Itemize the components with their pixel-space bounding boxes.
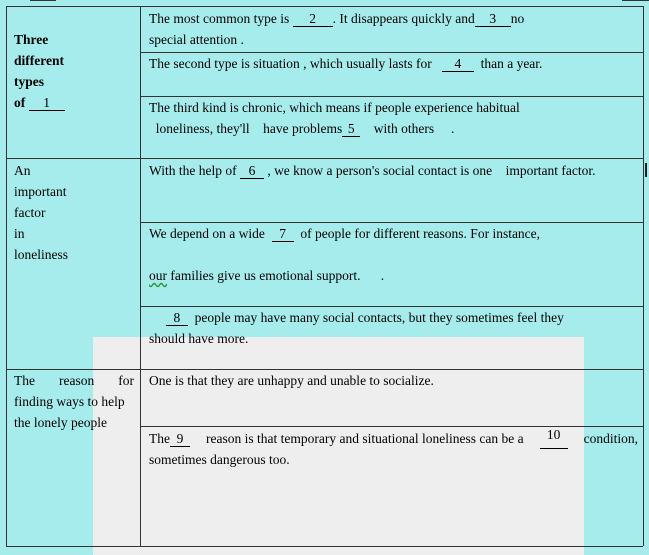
section1-heading [14,29,134,113]
sentence-fragment [149,428,190,449]
blank-1[interactable]: 1 [29,96,65,111]
sentence-text: special attention . [149,32,244,47]
sentence-text: , we know a person's social contact is one [267,163,493,178]
sentence-text: The most common type is [149,11,290,26]
sentence-text: sometimes dangerous too. [149,452,290,467]
section2-row3 [149,307,639,349]
sentence-text: have problems [263,121,343,136]
sentence-text: families give us emotional support. [170,268,361,283]
table-bottom-border [6,546,643,547]
heading-word: of [14,95,26,110]
sentence-text: . [451,121,455,136]
section1-row3 [149,97,639,139]
sentence-text: The second type is situation , which usually lasts for [149,56,432,71]
heading-word: types [14,74,44,89]
sentence-text: We depend on a wide [149,226,265,241]
heading-word: loneliness [14,247,68,262]
sentence-text: no [510,11,525,26]
section1-row1 [149,8,639,50]
heading-word: factor [14,205,46,220]
sentence-text: of people for different reasons. For instance, [300,226,541,241]
heading-word: in [14,226,25,241]
table-left-border [6,6,7,546]
sentence-text: . It disappears quickly and [332,11,475,26]
sentence-text: condition, [583,431,638,446]
row-divider-3a [140,426,643,427]
heading-line [14,370,134,391]
blank-5[interactable]: 5 [342,122,360,137]
sentence-text: should have more. [149,331,249,346]
blank-4[interactable]: 4 [442,57,474,72]
heading-word: important [14,184,67,199]
sentence-text: With the help of [149,163,237,178]
section3-row1 [149,370,639,391]
blank-9[interactable]: 9 [170,432,190,447]
sentence-text: reason is that temporary and situational loneliness can be a [206,431,524,446]
sentence-text: The [149,431,170,446]
blank-6[interactable]: 6 [240,164,264,179]
heading-word: Three [14,32,49,47]
sentence-line [149,428,638,449]
blank-7[interactable]: 7 [272,227,294,242]
sentence-text: . [380,268,385,283]
section2-row2 [149,223,639,286]
sentence-text: people may have many social contacts, but they sometimes feel they [194,310,564,325]
sentence-text: than a year. [480,56,543,71]
table-top-border [6,6,643,7]
section2-row1 [149,160,643,181]
heading-word: The [14,373,35,388]
sentence-text: loneliness, they'll [155,121,250,136]
section3-row2 [149,428,638,470]
blank-3[interactable]: 3 [475,12,511,27]
top-tick-right [622,0,649,1]
heading-word: An [14,163,31,178]
sentence-text: The third kind is chronic, which means if people experience habitual [149,100,520,115]
heading-word: reason [59,373,95,388]
sentence-text: with others [373,121,435,136]
sentence-text: One is that they are unhappy and unable to socialize. [149,373,434,388]
sentence-text: important factor. [505,163,596,178]
section1-row2 [149,53,639,74]
section3-heading [14,370,134,433]
heading-word: for [118,373,134,388]
section2-heading [14,160,134,265]
text-cursor [645,163,647,177]
section-divider-1 [6,158,643,159]
heading-line: finding ways to help [14,394,125,409]
top-tick-left [30,0,56,1]
column-divider [140,6,141,546]
table-right-border [643,6,644,546]
blank-2[interactable]: 2 [293,12,333,27]
heading-line: the lonely people [14,415,107,430]
blank-8[interactable]: 8 [166,311,188,326]
heading-word: different [14,53,64,68]
spellcheck-word: our [149,268,167,283]
blank-10[interactable]: 10 [540,428,568,449]
